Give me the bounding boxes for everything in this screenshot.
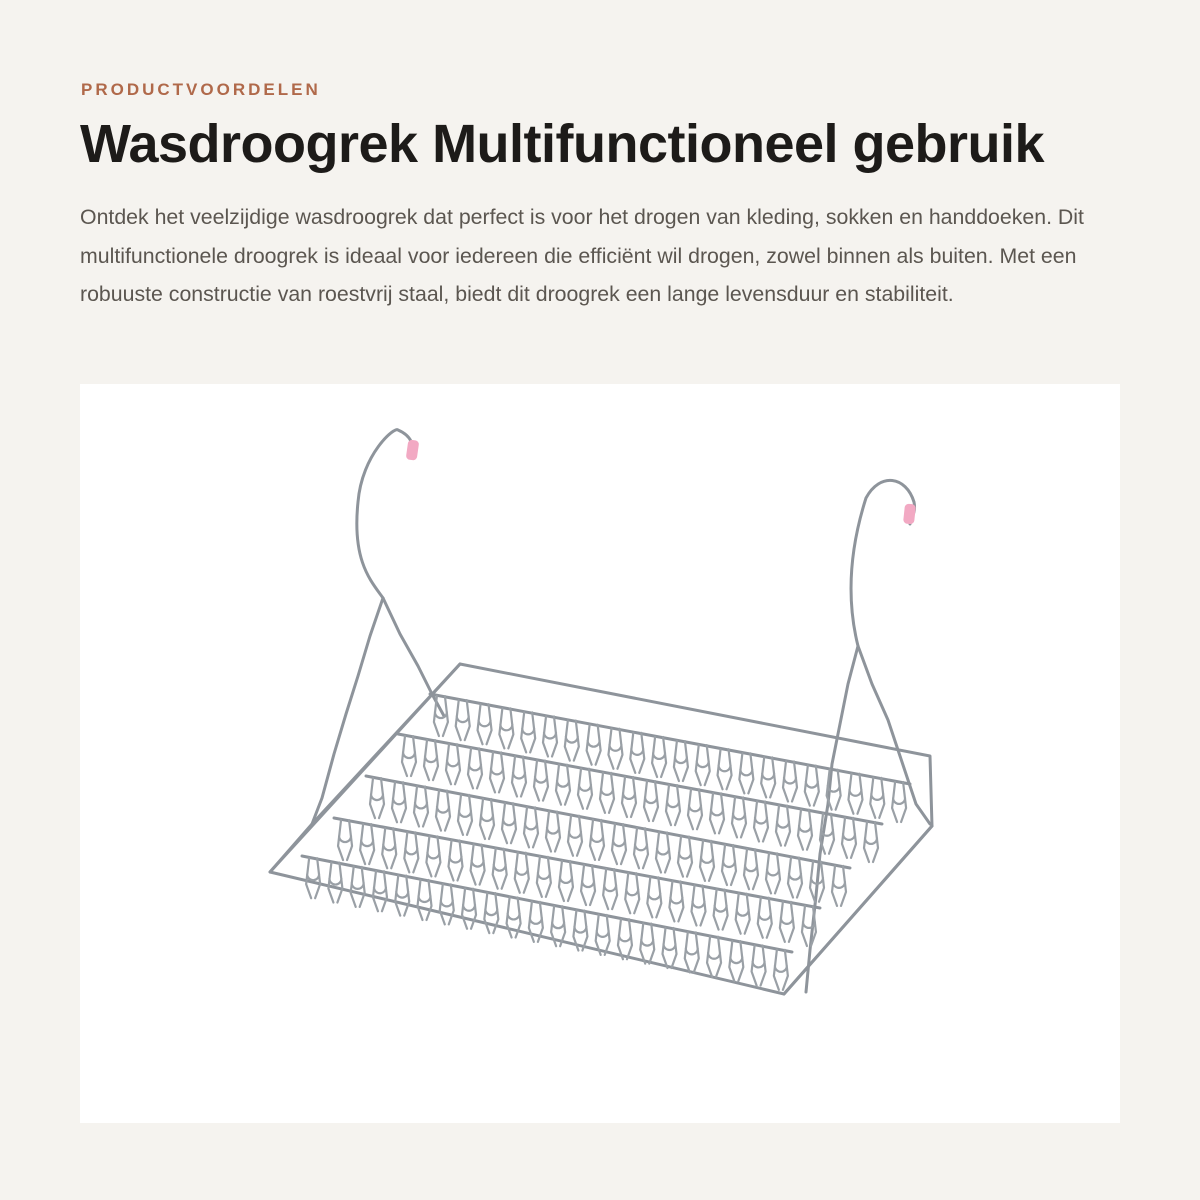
clothespin-clip bbox=[820, 814, 834, 854]
clothespin-clip bbox=[714, 890, 728, 930]
clothespin-clip bbox=[493, 849, 507, 889]
clothespin-clip bbox=[802, 906, 816, 946]
clothespin-clip bbox=[754, 802, 768, 842]
clothespin-clip bbox=[644, 781, 658, 821]
clothespin-clip bbox=[827, 770, 841, 810]
clothespin-clip bbox=[507, 897, 521, 937]
clothespin-clip bbox=[722, 845, 736, 885]
drying-rack-image bbox=[80, 384, 1120, 1123]
section-title: Wasdroogrek Multifunctioneel gebruik bbox=[80, 114, 1045, 174]
clothespin-clip bbox=[546, 812, 560, 852]
clothespin-clip bbox=[596, 915, 610, 955]
clothespin-clip bbox=[752, 945, 766, 985]
clothespin-clip bbox=[306, 858, 320, 898]
clothespin-clip bbox=[688, 789, 702, 829]
clothespin-clip bbox=[600, 773, 614, 813]
clothespin-clip bbox=[449, 841, 463, 881]
clothespin-clip bbox=[414, 786, 428, 826]
clothespin-clip bbox=[678, 837, 692, 877]
clothespin-clip bbox=[674, 741, 688, 781]
clothespin-clip bbox=[618, 919, 632, 959]
clothespin-clip bbox=[484, 893, 498, 933]
clothespin-clip bbox=[543, 717, 557, 757]
clothespin-clip bbox=[780, 902, 794, 942]
clothespin-clip bbox=[603, 869, 617, 909]
clothespin-clip bbox=[587, 725, 601, 765]
clothespin-clip bbox=[718, 749, 732, 789]
clothespin-clip bbox=[647, 877, 661, 917]
clothespin-clip bbox=[456, 700, 470, 740]
clothespin-clip bbox=[436, 791, 450, 831]
clothespin-clip bbox=[692, 886, 706, 926]
clothespin-clip bbox=[373, 871, 387, 911]
clothespin-clip bbox=[402, 736, 416, 776]
clothespin-clip bbox=[471, 845, 485, 885]
clothespin-clip bbox=[524, 807, 538, 847]
clothespin-clip bbox=[328, 863, 342, 903]
clothespin-clip bbox=[652, 737, 666, 777]
clothespin-clip bbox=[392, 782, 406, 822]
clothespin-clip bbox=[736, 894, 750, 934]
clothespin-clip bbox=[892, 782, 906, 822]
product-image-panel bbox=[80, 384, 1120, 1123]
clothespin-clip bbox=[870, 778, 884, 818]
clothespin-clip bbox=[625, 873, 639, 913]
clothespin-clip bbox=[515, 853, 529, 893]
clothespin-clip bbox=[788, 858, 802, 898]
clothespin-clip bbox=[556, 765, 570, 805]
clothespin-clip bbox=[418, 880, 432, 920]
clothespin-clip bbox=[805, 766, 819, 806]
clothespin-clip bbox=[360, 824, 374, 864]
clothespin-clip bbox=[640, 924, 654, 964]
clothespin-clip bbox=[783, 762, 797, 802]
clothespin-clip bbox=[565, 721, 579, 761]
clothespin-clip bbox=[338, 820, 352, 860]
clothespin-clip bbox=[351, 867, 365, 907]
clothespin-clip bbox=[426, 836, 440, 876]
clothespin-clip bbox=[434, 696, 448, 736]
clothespin-clip bbox=[707, 937, 721, 977]
clothespin-clip bbox=[581, 865, 595, 905]
section-description: Ontdek het veelzijdige wasdroogrek dat perfect is voor het drogen van kleding, sokken en handdoeken. Dit multifunctionele droogrek is ideaal voor iedereen die efficiënt wil drogen, zowel binnen als buiten. Met een robuuste constructie van roestvrij staal, biedt dit droogrek een lange levensduur en stabiliteit. bbox=[80, 205, 1084, 306]
clothespin-clip bbox=[669, 881, 683, 921]
clothespin-clip bbox=[761, 757, 775, 797]
clothespin-clip bbox=[663, 928, 677, 968]
clothespin-clip bbox=[776, 806, 790, 846]
clothespin-clip bbox=[634, 828, 648, 868]
clothespin-clip bbox=[700, 841, 714, 881]
clothespin-clip bbox=[656, 832, 670, 872]
clothespin-clip bbox=[798, 810, 812, 850]
clothespin-clip bbox=[729, 941, 743, 981]
clothespin-clip bbox=[382, 828, 396, 868]
clothespin-clip bbox=[404, 832, 418, 872]
clothespin-clip bbox=[612, 824, 626, 864]
clothespin-clip bbox=[732, 797, 746, 837]
clothespin-clip bbox=[842, 818, 856, 858]
clothespin-clip bbox=[499, 708, 513, 748]
clothespin-clip bbox=[559, 861, 573, 901]
clothespin-clip bbox=[440, 884, 454, 924]
rack-left-rail bbox=[270, 664, 460, 872]
clothespin-clip bbox=[630, 733, 644, 773]
clothespin-clip bbox=[848, 774, 862, 814]
right-hook-tip bbox=[903, 503, 916, 524]
clothespin-clip bbox=[462, 889, 476, 929]
rack-right-rail bbox=[784, 826, 932, 994]
clothespin-clip bbox=[395, 876, 409, 916]
clothespin-clip bbox=[666, 785, 680, 825]
clothespin-clip bbox=[424, 740, 438, 780]
clothespin-clip bbox=[608, 729, 622, 769]
clothespin-clip bbox=[512, 757, 526, 797]
left-hook-tip bbox=[406, 439, 420, 460]
clothespin-clip bbox=[478, 704, 492, 744]
clothespin-clip bbox=[766, 853, 780, 893]
clothespin-clip bbox=[832, 866, 846, 906]
clothespin-clip bbox=[578, 769, 592, 809]
section-eyebrow: PRODUCTVOORDELEN bbox=[81, 80, 321, 99]
clothespin-clip bbox=[370, 778, 384, 818]
clothespin-clip bbox=[774, 950, 788, 990]
clothespin-clip bbox=[446, 744, 460, 784]
clothespin-clip bbox=[502, 803, 516, 843]
clothespin-clip bbox=[468, 748, 482, 788]
clothespin-clip bbox=[864, 822, 878, 862]
clothespin-clip bbox=[521, 712, 535, 752]
clothespin-clip bbox=[622, 777, 636, 817]
clothespin-clip bbox=[590, 820, 604, 860]
clothespin-clip bbox=[744, 849, 758, 889]
clothespin-clip bbox=[490, 752, 504, 792]
right-hook bbox=[851, 480, 914, 646]
clothespin-clip bbox=[696, 745, 710, 785]
clothespin-clip bbox=[534, 761, 548, 801]
clothespin-clip bbox=[568, 816, 582, 856]
clothespin-clip bbox=[710, 793, 724, 833]
clothespin-clip bbox=[537, 857, 551, 897]
clothespin-clip bbox=[685, 932, 699, 972]
left-chain-b bbox=[383, 598, 444, 716]
clothespin-clip bbox=[758, 898, 772, 938]
clothespin-clip bbox=[458, 795, 472, 835]
clothespin-clip bbox=[480, 799, 494, 839]
clothespin-clip bbox=[739, 753, 753, 793]
left-hook bbox=[357, 430, 413, 598]
